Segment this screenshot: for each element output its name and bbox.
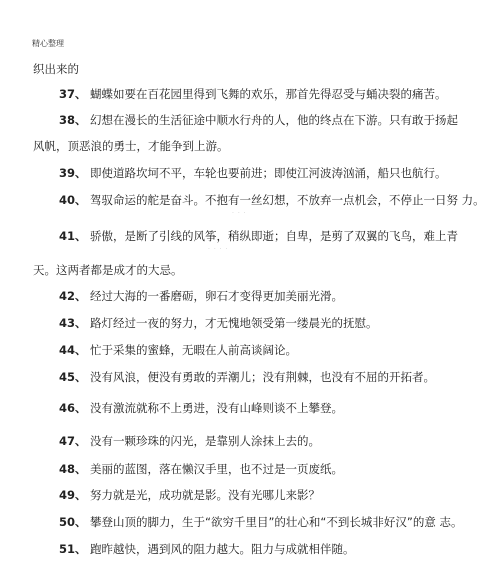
item-continuation: 天。这两者都是成才的大忌。	[33, 263, 183, 277]
item-text: 跑昨越快，遇到风的阻力越大。阻力与成就相伴随。	[90, 542, 355, 556]
item-number: 50、	[59, 515, 87, 529]
item-number: 47、	[59, 434, 87, 448]
item-number: 41、	[59, 229, 87, 243]
item-number: 43、	[59, 316, 87, 330]
item-number: 37、	[59, 87, 87, 101]
lead-fragment: 织出来的	[33, 62, 79, 76]
item-text: 没有一颗珍珠的闪光，是靠别人涂抹上去的。	[90, 434, 320, 448]
scan-artifact: · · ·	[232, 210, 247, 217]
item-number: 39、	[59, 166, 87, 180]
item-number: 45、	[59, 370, 87, 384]
item-number: 48、	[59, 462, 87, 476]
item-number: 40、	[59, 193, 87, 207]
item-text: 蝴蝶如要在百花园里得到飞舞的欢乐，那首先得忍受与蛹决裂的痛苦。	[90, 87, 447, 101]
item-text: 骄傲，是断了引线的风筝，稍纵即逝；自卑，是剪了双翼的飞鸟，难上青	[90, 229, 458, 243]
header-note: 精心整理	[32, 39, 64, 48]
scan-artifact: · · · ·	[208, 246, 229, 253]
item-text: 驾驭命运的舵是奋斗。不抱有一丝幻想，不放弃一点机会，不停止一日努 力。	[90, 193, 485, 207]
item-text: 路灯经过一夜的努力，才无愧地领受第一缕晨光的抚慰。	[90, 316, 378, 330]
item-text: 忙于采集的蜜蜂，无暇在人前高谈阔论。	[90, 343, 297, 357]
item-text: 没有风浪，便没有勇敢的弄潮儿；没有荆棘，也没有不屈的开拓者。	[90, 370, 435, 384]
item-continuation: 风帆，顶恶浪的勇士，才能争到上游。	[33, 139, 229, 153]
item-number: 44、	[59, 343, 87, 357]
item-number: 46、	[59, 401, 87, 415]
item-text: 幻想在漫长的生活征途中顺水行舟的人，他的终点在下游。只有敢于扬起	[90, 113, 458, 127]
item-text: 攀登山顶的脚力，生于“欲穷千里目”的壮心和“不到长城非好汉”的意 志。	[90, 515, 463, 529]
item-text: 即使道路坎坷不平，车轮也要前进；即使江河波涛汹涌，船只也航行。	[90, 166, 447, 180]
item-text: 经过大海的一番磨砺，卵石才变得更加美丽光滑。	[90, 289, 343, 303]
item-number: 42、	[59, 289, 87, 303]
item-text: 美丽的蓝图，落在懒汉手里，也不过是一页废纸。	[90, 462, 343, 476]
item-number: 38、	[59, 113, 87, 127]
item-text: 努力就是光，成功就是影。没有光哪儿来影？	[90, 488, 320, 502]
item-number: 49、	[59, 488, 87, 502]
item-text: 没有激流就称不上勇进，没有山峰则谈不上攀登。	[90, 401, 343, 415]
item-number: 51、	[59, 542, 87, 556]
